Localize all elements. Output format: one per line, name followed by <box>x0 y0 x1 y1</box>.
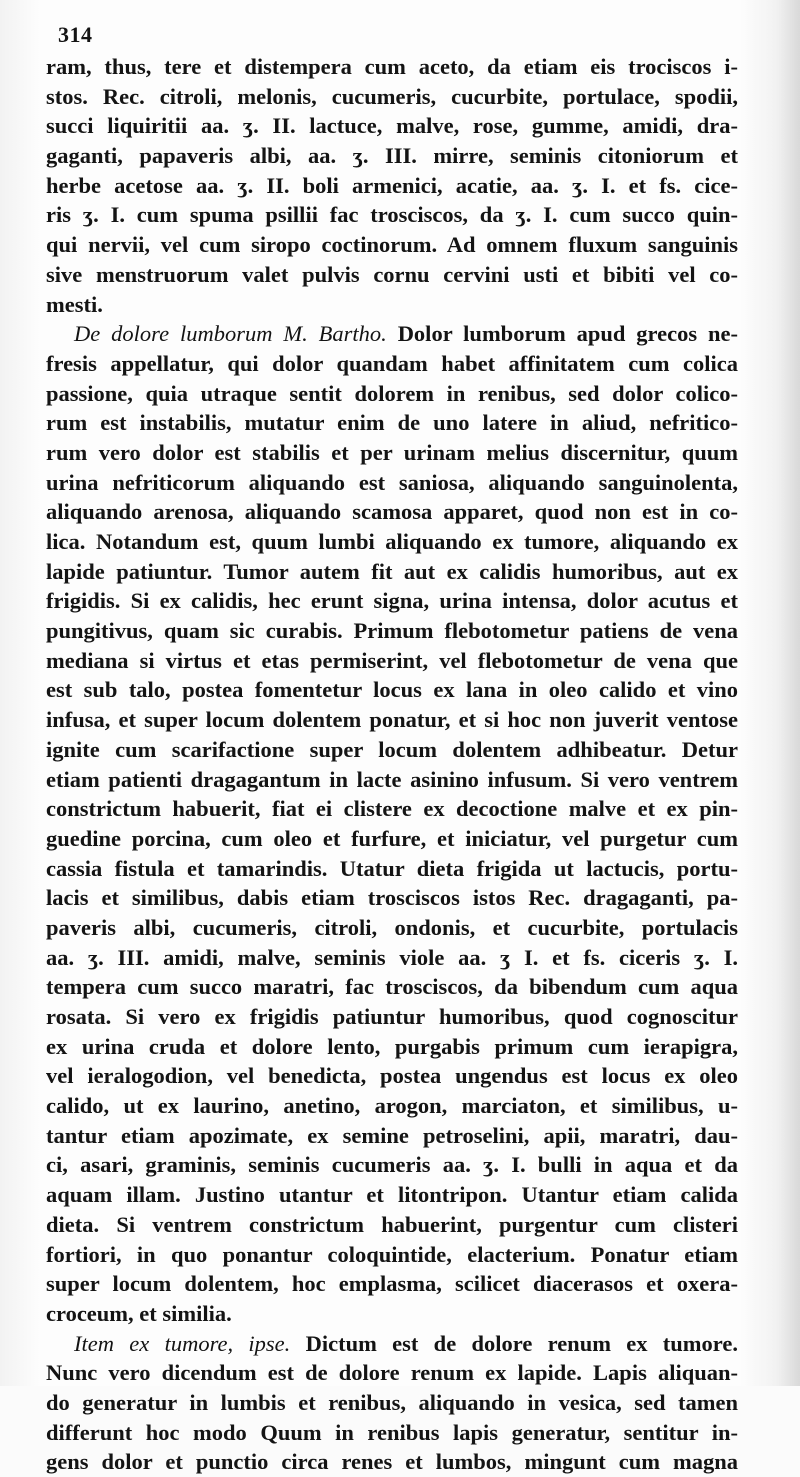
text-line: passione, quia utraque sentit dolorem in renibus, sed dolor colico- <box>46 380 738 406</box>
text-line: aa. ʒ. III. amidi, malve, seminis viole aa. ʒ I. et fs. ciceris ʒ. I. <box>46 944 738 970</box>
text-line: ignite cum scarifactione super locum dolentem adhibeatur. Detur <box>46 736 738 762</box>
text-line: urina nefriticorum aliquando est saniosa, aliquando sanguinolenta, <box>46 469 738 495</box>
text-line: guedine porcina, cum oleo et furfure, et iniciatur, vel purgetur cum <box>46 825 738 851</box>
text-line: gens dolor et punctio circa renes et lumbos, mingunt cum magna <box>46 1449 738 1475</box>
text-line: vel ieralogodion, vel benedicta, postea ungendus est locus ex oleo <box>46 1063 738 1089</box>
text-line: fortiori, in quo ponantur coloquintide, elacterium. Ponatur etiam <box>46 1241 738 1267</box>
text-line: Nunc vero dicendum est de dolore renum ex lapide. Lapis aliquan- <box>46 1360 738 1386</box>
text-line: ram, thus, tere et distempera cum aceto, da etiam eis trociscos i- <box>46 54 738 79</box>
text-line: do generatur in lumbis et renibus, aliquando in vesica, sed tamen <box>46 1389 738 1415</box>
text-line: tempera cum succo maratri, fac trosciscos, da bibendum cum aqua <box>46 974 738 1000</box>
text-line: dieta. Si ventrem constrictum habuerint, purgentur cum clisteri <box>46 1211 738 1237</box>
text-line: tantur etiam apozimate, ex semine petroselini, apii, maratri, dau- <box>46 1122 738 1148</box>
text-run: Dictum est de dolore renum ex tumore. <box>305 1330 738 1356</box>
text-line: infusa, et super locum dolentem ponatur, et si hoc non juverit ventose <box>46 707 738 733</box>
text-line: constrictum habuerit, fiat ei clistere ex decoctione malve et ex pin- <box>46 796 738 822</box>
page-edge-shadow <box>778 0 800 1386</box>
text-line: frigidis. Si ex calidis, hec erunt signa, urina intensa, dolor acutus et <box>46 588 738 614</box>
text-line: aliquando arenosa, aliquando scamosa apparet, quod non est in co- <box>46 499 738 525</box>
text-line: ex urina cruda et dolore lento, purgabis primum cum ierapigra, <box>46 1033 738 1059</box>
text-line: paveris albi, cucumeris, citroli, ondonis, et cucurbite, portulacis <box>46 914 738 940</box>
text-line: super locum dolentem, hoc emplasma, scilicet diacerasos et oxera- <box>46 1271 738 1297</box>
text-line: etiam patienti dragagantum in lacte asinino infusum. Si vero ventrem <box>46 766 738 792</box>
text-line: est sub talo, postea fomentetur locus ex lana in oleo calido et vino <box>46 677 738 703</box>
text-line: gaganti, papaveris albi, aa. ʒ. III. mirre, seminis citoniorum et <box>46 143 738 169</box>
text-line: differunt hoc modo Quum in renibus lapis generatur, sentitur in- <box>46 1419 738 1445</box>
text-line: mediana si virtus et etas permiserint, vel flebotometur de vena que <box>46 647 738 673</box>
text-line: croceum, et similia. <box>46 1300 232 1326</box>
text-line: fresis appellatur, qui dolor quandam habet affinitatem cum colica <box>46 350 738 376</box>
text-line: pungitivus, quam sic curabis. Primum flebotometur patiens de vena <box>46 618 738 644</box>
text-line: stos. Rec. citroli, melonis, cucumeris, cucurbite, portulace, spodii, <box>46 83 738 109</box>
text-line: ris ʒ. I. cum spuma psillii fac trosciscos, da ʒ. I. cum succo quin- <box>46 202 738 228</box>
text-line: calido, ut ex laurino, anetino, arogon, marciaton, et similibus, u- <box>46 1093 738 1119</box>
text-line: succi liquiritii aa. ʒ. II. lactuce, malve, rose, gumme, amidi, dra- <box>46 113 738 139</box>
paragraph-start-line <box>46 1329 738 1359</box>
paragraph-start-line <box>46 319 738 349</box>
text-line: mesti. <box>46 291 103 317</box>
text-line: sive menstruorum valet pulvis cornu cervini usti et bibiti vel co- <box>46 261 738 287</box>
text-line: rosata. Si vero ex frigidis patiuntur humoribus, quod cognoscitur <box>46 1004 738 1029</box>
section-heading: De dolore lumborum M. Bartho. <box>74 321 387 347</box>
text-line: lica. Notandum est, quum lumbi aliquando ex tumore, aliquando ex <box>46 529 738 554</box>
section-heading: Item ex tumore, ipse. <box>74 1330 291 1356</box>
text-line: lapide patiuntur. Tumor autem fit aut ex calidis humoribus, aut ex <box>46 558 738 584</box>
text-line: qui nervii, vel cum siropo coctinorum. Ad omnem fluxum sanguinis <box>46 232 738 258</box>
text-line: herbe acetose aa. ʒ. II. boli armenici, acatie, aa. ʒ. I. et fs. cice- <box>46 172 738 198</box>
body-text <box>46 52 738 1477</box>
text-run: Dolor lumborum apud grecos ne- <box>397 321 738 347</box>
text-line: rum est instabilis, mutatur enim de uno latere in aliud, nefritico- <box>46 410 738 436</box>
text-line: lacis et similibus, dabis etiam trosciscos istos Rec. dragaganti, pa- <box>46 885 738 911</box>
text-line: rum vero dolor est stabilis et per urinam melius discernitur, quum <box>46 439 738 465</box>
text-line: ci, asari, graminis, seminis cucumeris aa. ʒ. I. bulli in aqua et da <box>46 1152 738 1178</box>
text-line: cassia fistula et tamarindis. Utatur dieta frigida ut lactucis, portu- <box>46 855 738 881</box>
text-line: aquam illam. Justino utantur et litontripon. Utantur etiam calida <box>46 1182 738 1208</box>
page-number: 314 <box>58 22 93 47</box>
